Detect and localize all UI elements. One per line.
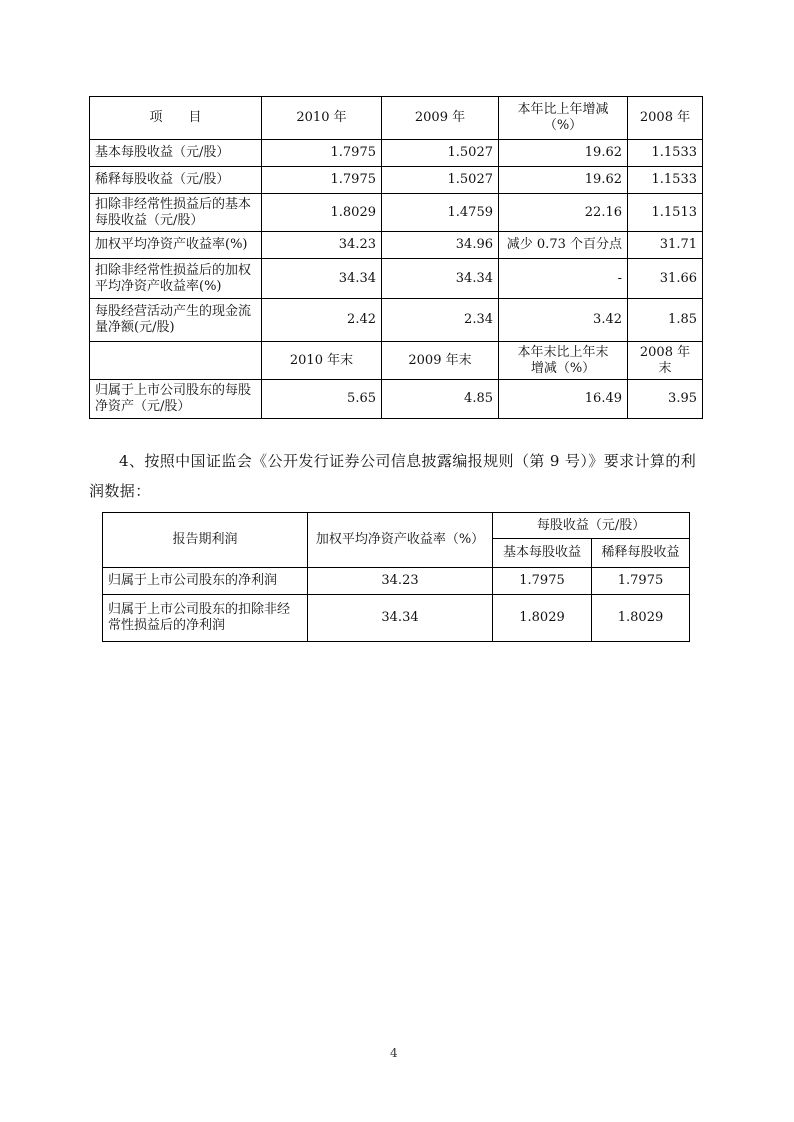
cell-2008: 3.95 [628, 380, 703, 419]
financial-indicators-table [89, 96, 703, 419]
section-paragraph: 4、按照中国证监会《公开发行证券公司信息披露编报规则（第 9 号）》要求计算的利润数据： [89, 452, 697, 500]
cell-change: - [499, 259, 628, 299]
table-row [90, 380, 703, 419]
header-roe: 加权平均净资产收益率（%） [308, 513, 493, 568]
subheader-change: 本年末比上年末增减（%） [499, 342, 628, 380]
cell-2009: 1.4759 [382, 194, 499, 232]
cell-2009: 1.5027 [382, 140, 499, 167]
table-row [103, 595, 690, 642]
page-number: 4 [390, 1046, 398, 1060]
cell-2009: 4.85 [382, 380, 499, 419]
header-basic-eps: 基本每股收益 [493, 539, 592, 568]
cell-2010: 1.8029 [262, 194, 382, 232]
cell-change: 19.62 [499, 140, 628, 167]
cell-2009: 1.5027 [382, 167, 499, 194]
header-item: 项 目 [90, 97, 262, 140]
cell-2009: 2.34 [382, 299, 499, 342]
cell-2008: 31.66 [628, 259, 703, 299]
cell-2009: 34.96 [382, 232, 499, 259]
cell-diluted-eps: 1.7975 [592, 568, 690, 595]
cell-change: 19.62 [499, 167, 628, 194]
cell-diluted-eps: 1.8029 [592, 595, 690, 642]
row-label: 归属于上市公司股东的扣除非经常性损益后的净利润 [103, 595, 308, 642]
header-2009: 2009 年 [382, 97, 499, 140]
table-header-row [90, 97, 703, 140]
profit-data-table [102, 512, 690, 642]
cell-2010: 1.7975 [262, 140, 382, 167]
subheader-item [90, 342, 262, 380]
row-label: 加权平均净资产收益率(%) [90, 232, 262, 259]
table-header-row [103, 513, 690, 539]
cell-2010: 34.23 [262, 232, 382, 259]
cell-2008: 31.71 [628, 232, 703, 259]
table-row [90, 232, 703, 259]
cell-2010: 34.34 [262, 259, 382, 299]
header-period-profit: 报告期利润 [103, 513, 308, 568]
header-2010: 2010 年 [262, 97, 382, 140]
table-row [103, 568, 690, 595]
cell-roe: 34.34 [308, 595, 493, 642]
row-label: 归属于上市公司股东的每股净资产（元/股） [90, 380, 262, 419]
subheader-2010-end: 2010 年末 [262, 342, 382, 380]
cell-2008: 1.1533 [628, 140, 703, 167]
row-label: 基本每股收益（元/股） [90, 140, 262, 167]
row-label: 稀释每股收益（元/股） [90, 167, 262, 194]
table-row [90, 167, 703, 194]
table-row [90, 299, 703, 342]
cell-2010: 1.7975 [262, 167, 382, 194]
subheader-2008-end: 2008 年末 [628, 342, 703, 380]
cell-change: 3.42 [499, 299, 628, 342]
cell-2008: 1.85 [628, 299, 703, 342]
cell-2010: 5.65 [262, 380, 382, 419]
cell-2009: 34.34 [382, 259, 499, 299]
cell-2010: 2.42 [262, 299, 382, 342]
table-subheader-row [90, 342, 703, 380]
cell-change: 16.49 [499, 380, 628, 419]
cell-change: 减少 0.73 个百分点 [499, 232, 628, 259]
cell-2008: 1.1533 [628, 167, 703, 194]
row-label: 归属于上市公司股东的净利润 [103, 568, 308, 595]
table-row [90, 140, 703, 167]
cell-change: 22.16 [499, 194, 628, 232]
table-row [90, 194, 703, 232]
subheader-2009-end: 2009 年末 [382, 342, 499, 380]
header-diluted-eps: 稀释每股收益 [592, 539, 690, 568]
row-label: 扣除非经常性损益后的基本每股收益（元/股） [90, 194, 262, 232]
cell-roe: 34.23 [308, 568, 493, 595]
header-eps: 每股收益（元/股） [493, 513, 690, 539]
row-label: 扣除非经常性损益后的加权平均净资产收益率(%) [90, 259, 262, 299]
cell-basic-eps: 1.8029 [493, 595, 592, 642]
cell-basic-eps: 1.7975 [493, 568, 592, 595]
header-2008: 2008 年 [628, 97, 703, 140]
header-change: 本年比上年增减（%） [499, 97, 628, 140]
row-label: 每股经营活动产生的现金流量净额(元/股) [90, 299, 262, 342]
cell-2008: 1.1513 [628, 194, 703, 232]
table-row [90, 259, 703, 299]
